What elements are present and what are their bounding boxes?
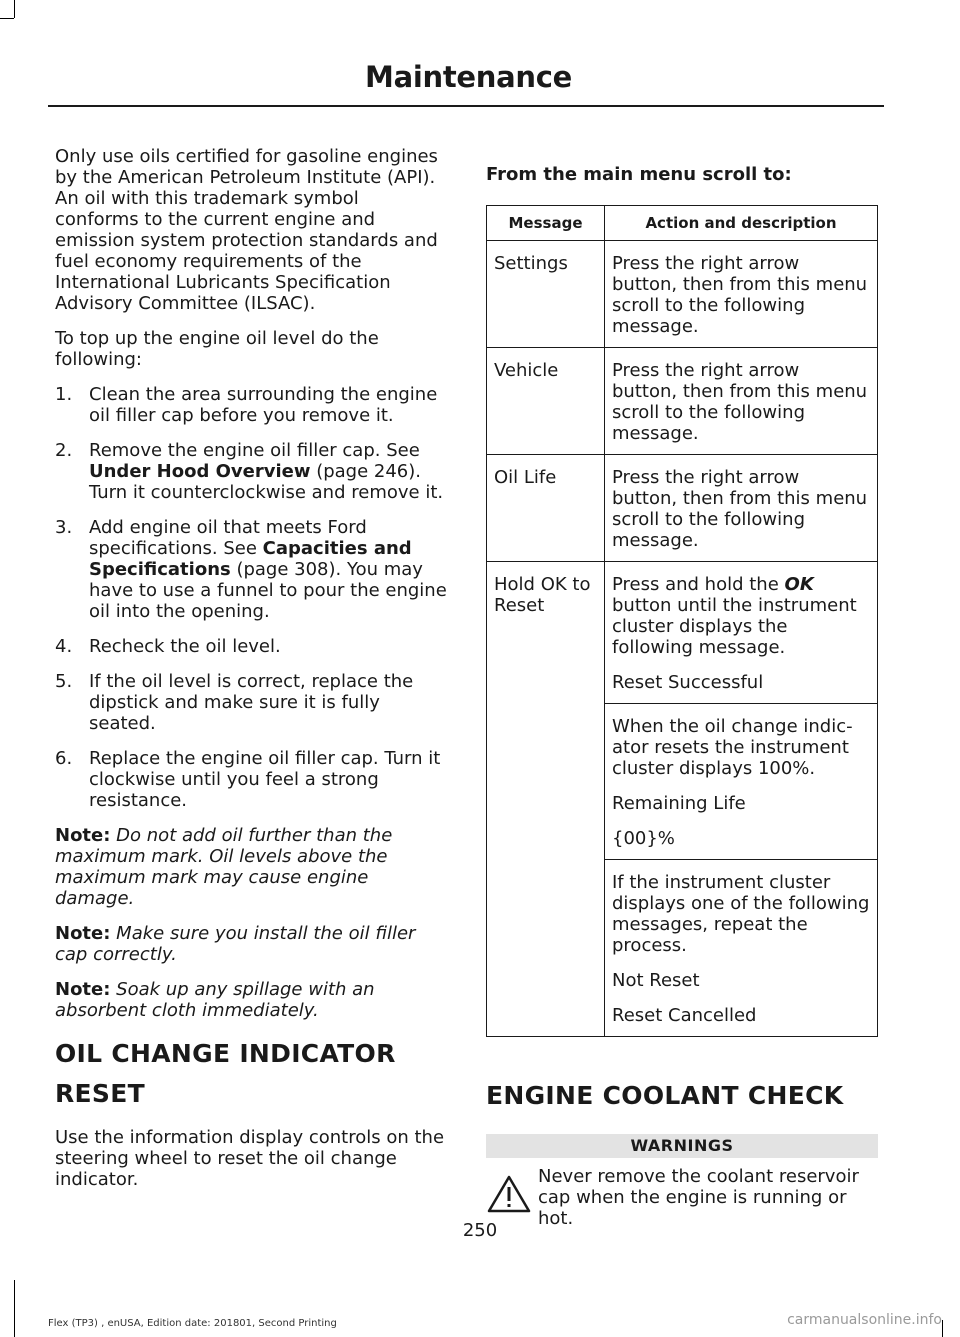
menu-lead: From the main menu scroll to: (486, 164, 792, 185)
list-item: 2. Remove the engine oil filler cap. See Under Hood Overview (page 246). Turn it counterclockwise and remove it. (55, 440, 444, 503)
list-item: 6. Replace the engine oil filler cap. Turn it clockwise until you feel a strong resistance. (55, 748, 441, 811)
left-column (55, 146, 447, 1204)
list-item: 4. Recheck the oil level. (55, 636, 281, 657)
intro-paragraph: Only use oils certified for gasoline engines by the American Petroleum Institute (API). An oil with this trademark symbol conforms to the current engine and emission system protection standards and fuel economy requirements of the International Lubricants Specification Advisory Committee (ILSAC). (55, 146, 438, 314)
reset-intro: Use the information display controls on the steering wheel to reset the oil change indicator. (55, 1127, 445, 1190)
warning-text: Never remove the coolant reservoir cap when the engine is running or hot. (538, 1166, 859, 1229)
crop-mark (942, 1320, 943, 1337)
table-row: Vehicle Press the right arrow button, then from this menu scroll to the following message. (487, 348, 878, 455)
edition-footer: Flex (TP3) , enUSA, Edition date: 201801, Second Printing (48, 1318, 337, 1329)
cross-reference-link[interactable]: Capacities and Specifications (89, 538, 412, 580)
page-title: Maintenance (365, 60, 572, 94)
column-header: Action and description (605, 206, 878, 241)
header-divider (48, 105, 884, 107)
warnings-banner: WARNINGS (486, 1134, 878, 1158)
table-row: If the instrument cluster displays one of the following messages, repeat the process. Not Reset Reset Cancelled (487, 860, 878, 1037)
list-item: 3. Add engine oil that meets Ford specifications. See Capacities and Specifications (page 308). You may have to use a funnel to pour the engine oil into the opening. (55, 517, 447, 622)
page-number: 250 (462, 1220, 498, 1241)
list-item: 5. If the oil level is correct, replace the dipstick and make sure it is fully seated. (55, 671, 414, 734)
steps-list (55, 384, 447, 811)
section-heading: ENGINE COOLANT CHECK (486, 1081, 844, 1110)
note: Note: Soak up any spillage with an absorbent cloth immediately. (55, 979, 375, 1021)
column-header: Message (487, 206, 605, 241)
table-row: Settings Press the right arrow button, then from this menu scroll to the following message. (487, 241, 878, 348)
menu-table (486, 205, 878, 1037)
top-up-intro: To top up the engine oil level do the following: (55, 328, 379, 370)
table-row: Hold OK to Reset Press and hold the OK button until the instrument cluster displays the following message. Reset Successful (487, 562, 878, 704)
crop-mark (14, 1280, 15, 1337)
note: Note: Make sure you install the oil filler cap correctly. (55, 923, 416, 965)
section-heading: OIL CHANGE INDICATOR RESET (55, 1039, 396, 1108)
crop-mark (0, 18, 14, 19)
right-column (486, 164, 878, 1229)
crop-mark (14, 0, 15, 18)
watermark: carmanualsonline.info (787, 1312, 942, 1328)
list-item: 1. Clean the area surrounding the engine oil filler cap before you remove it. (55, 384, 438, 426)
table-row: When the oil change indic-ator resets the instrument cluster displays 100%. Remaining Life {00}% (487, 704, 878, 860)
table-row: Oil Life Press the right arrow button, then from this menu scroll to the following message. (487, 455, 878, 562)
note: Note: Do not add oil further than the maximum mark. Oil levels above the maximum mark may cause engine damage. (55, 825, 393, 909)
table-header-row (487, 206, 878, 241)
cross-reference-link[interactable]: Under Hood Overview (89, 461, 311, 482)
